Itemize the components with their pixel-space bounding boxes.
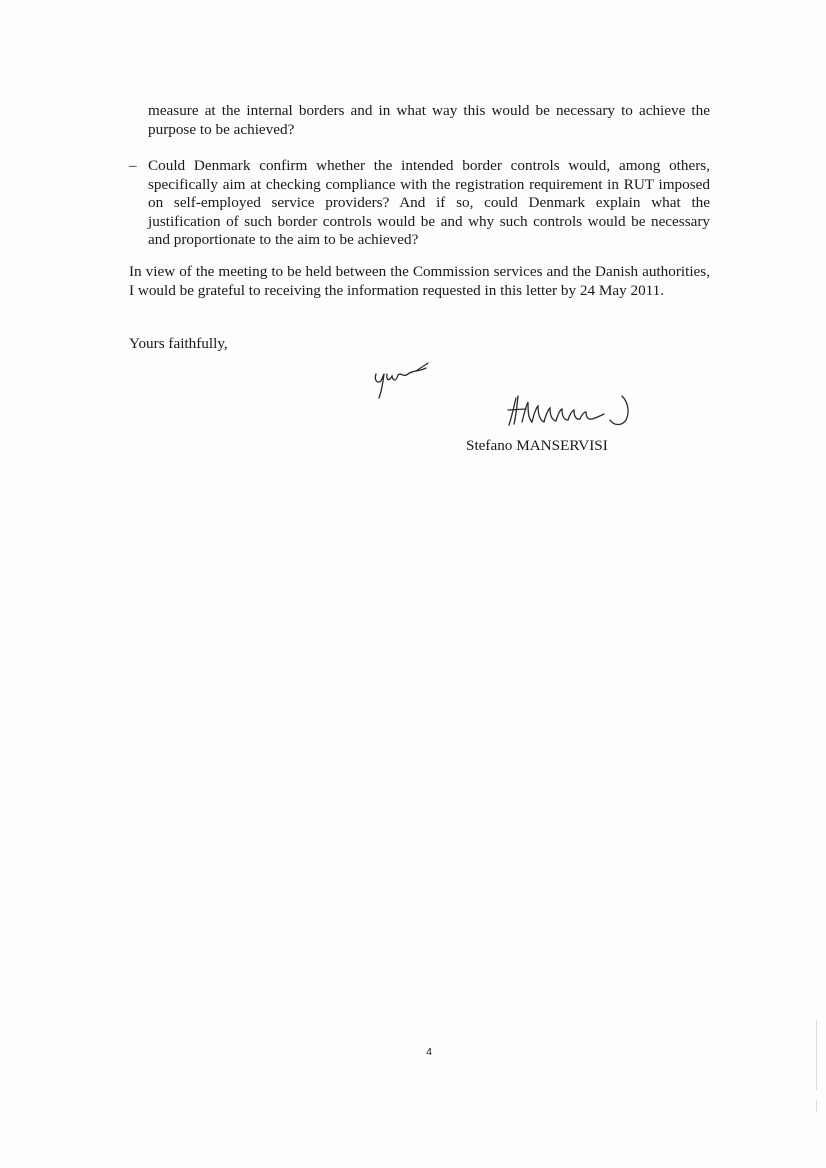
continuation-paragraph: measure at the internal borders and in what way this would be necessary to achieve the purpose to be achieved? (148, 102, 710, 138)
signer-name: Stefano MANSERVISI (466, 437, 608, 454)
scan-artifact (816, 1020, 817, 1090)
bullet-dash: – (129, 157, 137, 174)
closing-paragraph: In view of the meeting to be held between the Commission services and the Danish authorities, I would be grateful to receiving the information requested in this letter by 24 May 2011. (129, 263, 710, 299)
salutation: Yours faithfully, (129, 335, 228, 352)
page-number: 4 (426, 1046, 432, 1058)
scan-artifact (816, 1100, 817, 1112)
bullet-text: Could Denmark confirm whether the intended border controls would, among others, specifically aim at checking compliance with the registration requirement in RUT imposed on self-employed service providers? And if so, could Denmark explain what the justification of such border controls would be and why such controls would be necessary and proportionate to the aim to be achieved? (148, 157, 710, 249)
handwritten-initials (368, 360, 458, 402)
bullet-list-item (129, 157, 710, 250)
handwritten-signature (504, 392, 644, 432)
